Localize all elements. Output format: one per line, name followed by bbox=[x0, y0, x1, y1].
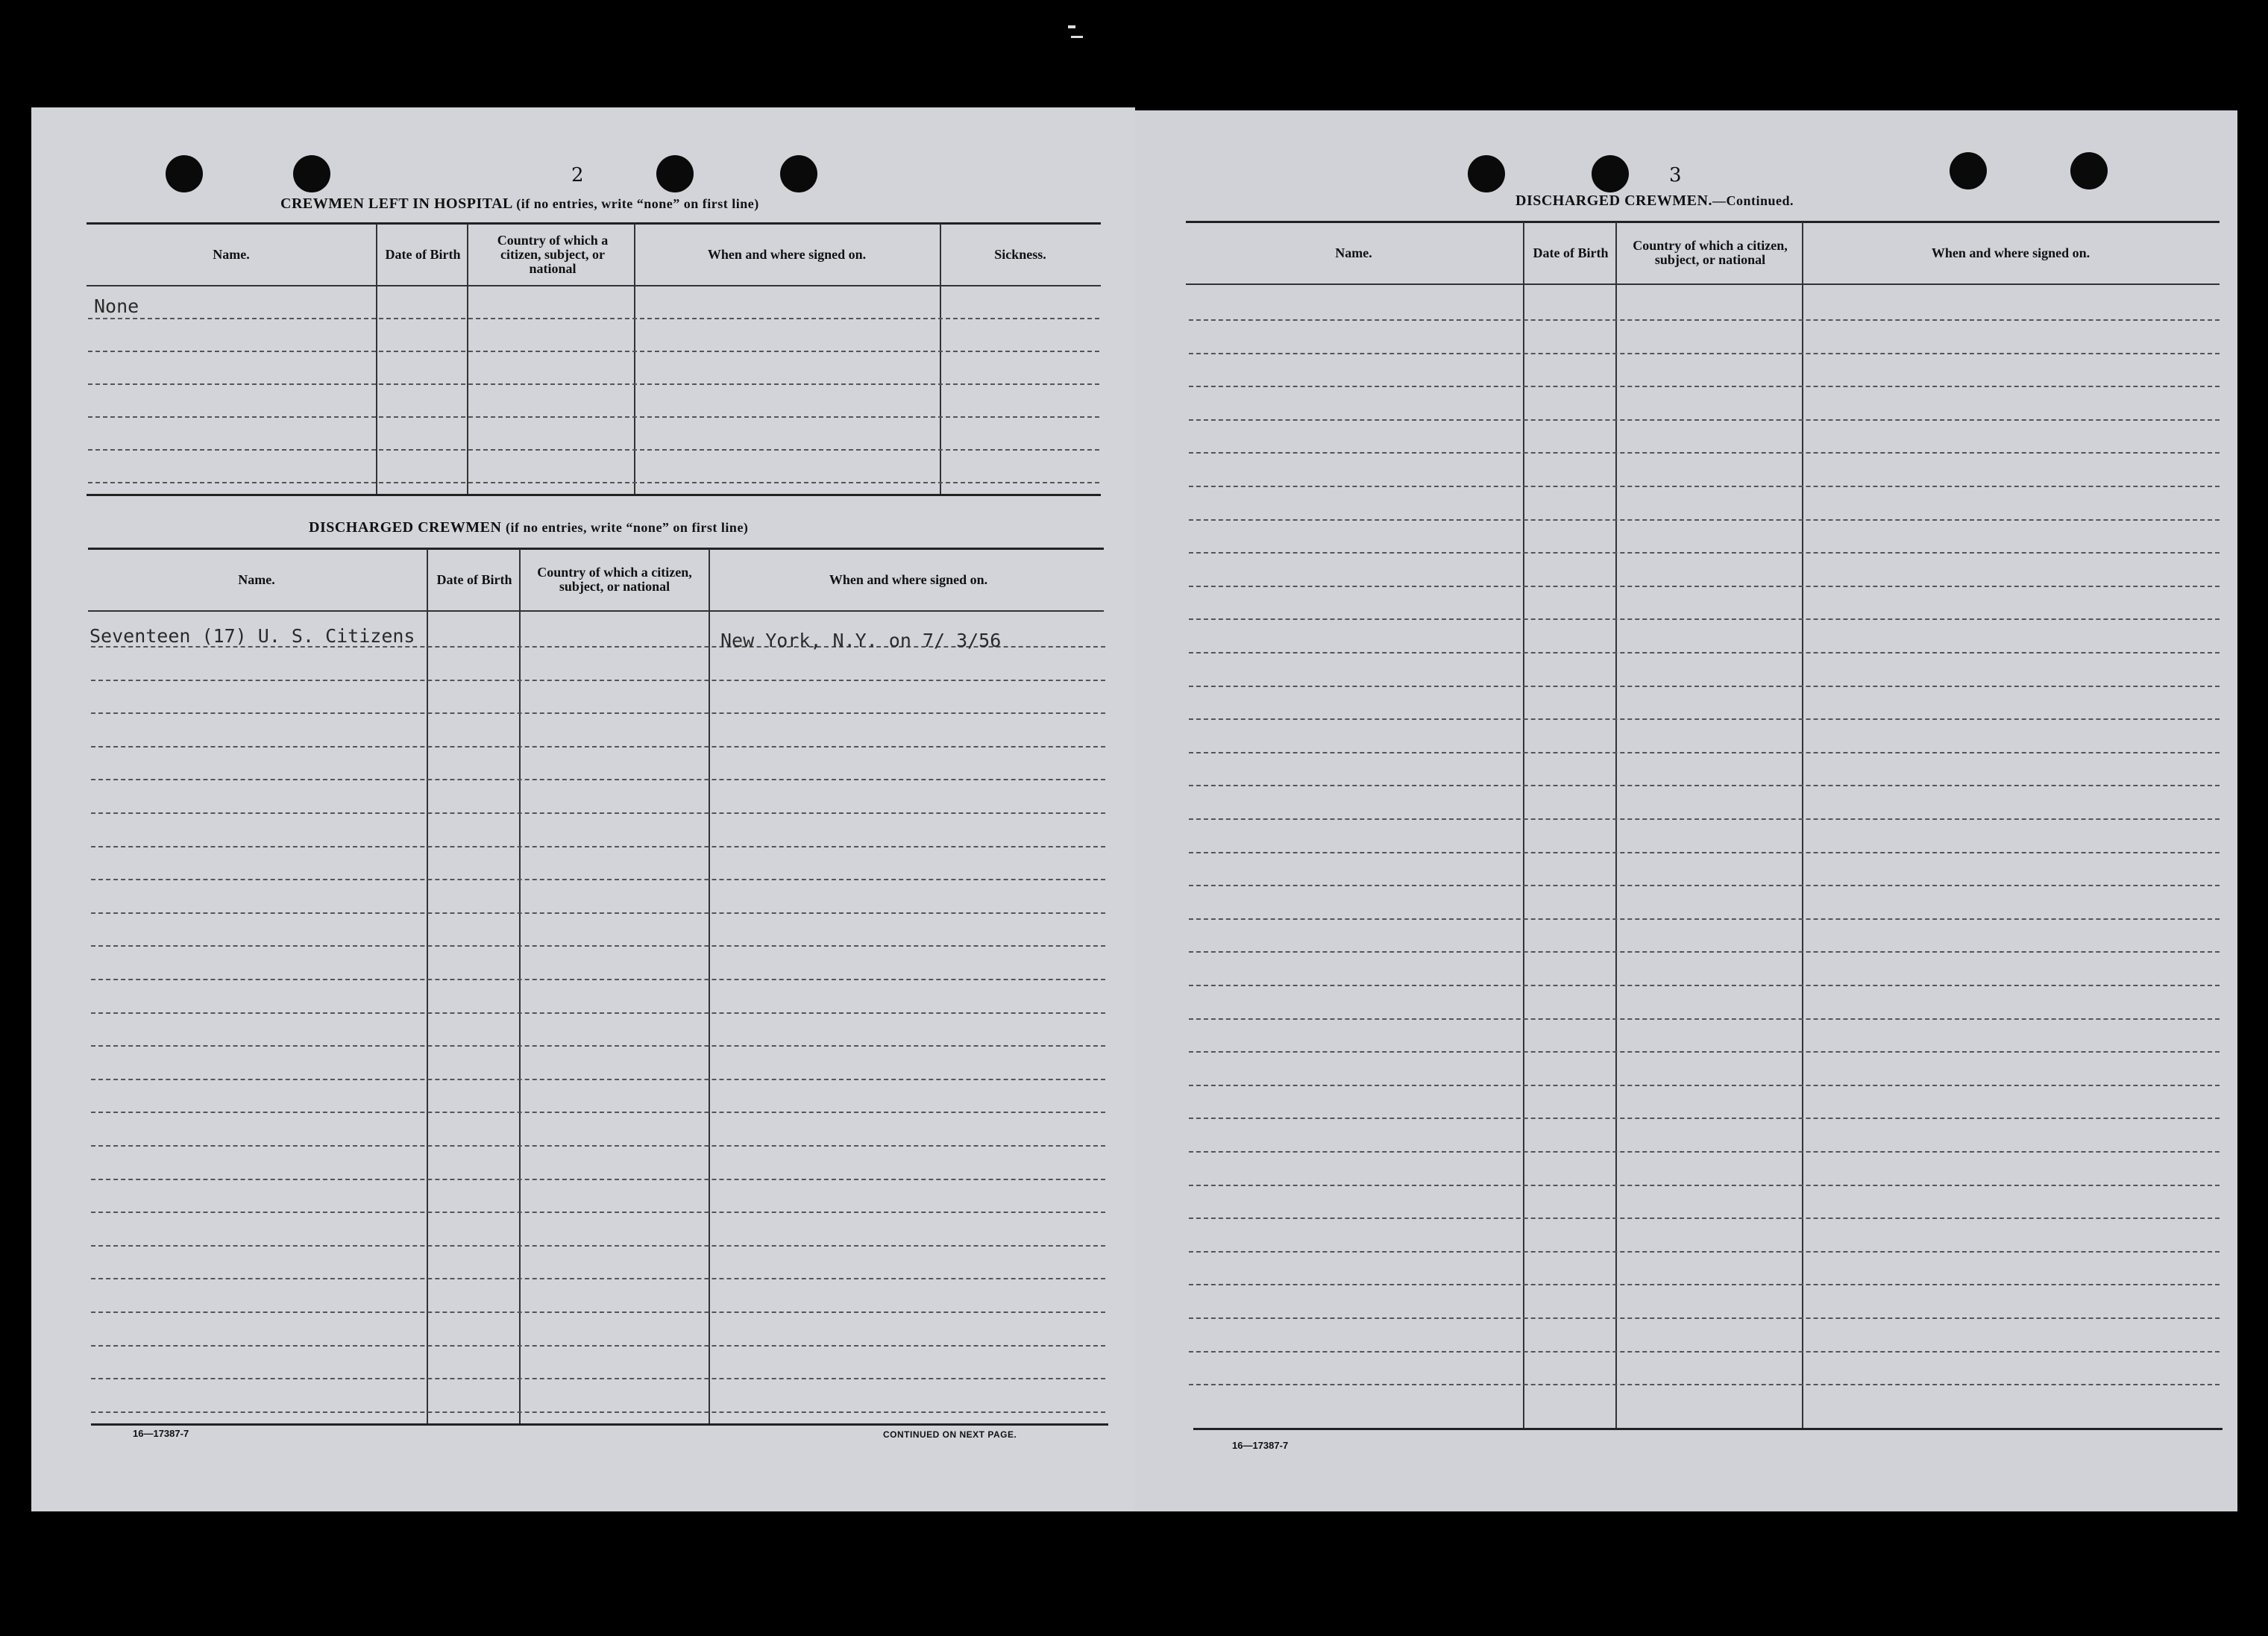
punch-hole bbox=[1592, 155, 1629, 192]
row-line bbox=[1189, 486, 2220, 487]
discharged-title-text: DISCHARGED CREWMEN bbox=[309, 519, 502, 536]
column-divider bbox=[940, 224, 941, 494]
row-line bbox=[91, 1012, 1105, 1014]
punch-hole bbox=[1950, 152, 1987, 189]
form-number: 16—17387-7 bbox=[133, 1428, 189, 1439]
punch-hole bbox=[293, 155, 330, 192]
row-line bbox=[88, 351, 1099, 352]
column-header-name: Name. bbox=[1335, 245, 1372, 260]
column-divider bbox=[634, 224, 635, 494]
column-header-signed-on: When and where signed on. bbox=[1931, 245, 2090, 260]
table-top-rule bbox=[1186, 221, 2220, 223]
discharged-entry-name: Seventeen (17) U. S. Citizens bbox=[89, 625, 415, 647]
column-header-signed-on: When and where signed on. bbox=[707, 246, 867, 262]
column-divider bbox=[1802, 222, 1803, 1428]
row-line bbox=[91, 1179, 1105, 1180]
header-rule bbox=[87, 285, 1101, 286]
row-line bbox=[1189, 452, 2220, 454]
row-line bbox=[1189, 386, 2220, 387]
row-line bbox=[1189, 918, 2220, 920]
row-line bbox=[91, 879, 1105, 880]
row-line bbox=[91, 680, 1105, 681]
row-line bbox=[1189, 652, 2220, 654]
header-rule bbox=[88, 610, 1104, 612]
row-line bbox=[91, 846, 1105, 847]
hospital-title-text: CREWMEN LEFT IN HOSPITAL bbox=[280, 195, 512, 212]
row-line bbox=[1189, 353, 2220, 354]
row-line bbox=[1189, 1384, 2220, 1385]
row-line bbox=[91, 1411, 1105, 1413]
right-title-text: DISCHARGED CREWMEN. bbox=[1515, 192, 1712, 209]
page-number: 2 bbox=[571, 164, 584, 187]
header-rule bbox=[1186, 283, 2220, 285]
row-line bbox=[1189, 586, 2220, 587]
row-line bbox=[1189, 319, 2220, 321]
row-line bbox=[88, 383, 1099, 385]
row-line bbox=[1189, 752, 2220, 753]
hospital-title-note: (if no entries, write “none” on first line) bbox=[516, 196, 759, 211]
row-line bbox=[1189, 1151, 2220, 1153]
continued-note: CONTINUED ON NEXT PAGE. bbox=[883, 1429, 1017, 1440]
row-line bbox=[91, 812, 1105, 814]
left-page bbox=[31, 107, 1135, 1511]
discharged-section-title bbox=[309, 519, 748, 536]
column-header-name: Name. bbox=[213, 246, 250, 262]
table-bottom-rule bbox=[87, 494, 1101, 496]
row-line bbox=[91, 1345, 1105, 1347]
column-header-date-of-birth: Date of Birth bbox=[436, 571, 512, 587]
row-line bbox=[91, 746, 1105, 748]
row-line bbox=[1189, 419, 2220, 421]
row-line bbox=[91, 1245, 1105, 1247]
row-line bbox=[1189, 885, 2220, 886]
row-line bbox=[1189, 785, 2220, 786]
column-divider bbox=[1615, 222, 1617, 1428]
row-line bbox=[88, 318, 1099, 319]
column-divider bbox=[376, 224, 377, 494]
punch-hole bbox=[2070, 152, 2108, 189]
column-header-country: Country of which a citizen, subject, or national bbox=[497, 232, 609, 276]
row-line bbox=[1189, 1018, 2220, 1020]
row-line bbox=[91, 779, 1105, 780]
right-page bbox=[1135, 110, 2237, 1511]
row-line bbox=[88, 482, 1099, 483]
right-title-suffix: —Continued. bbox=[1712, 193, 1794, 208]
row-line bbox=[91, 1145, 1105, 1147]
row-line bbox=[1189, 1085, 2220, 1086]
table-top-rule bbox=[88, 548, 1104, 550]
row-line bbox=[91, 1311, 1105, 1313]
hospital-section-title bbox=[280, 195, 759, 213]
row-line bbox=[91, 912, 1105, 914]
column-header-country: Country of which a citizen, subject, or national bbox=[537, 565, 692, 594]
row-line bbox=[91, 1378, 1105, 1379]
column-header-name: Name. bbox=[238, 571, 275, 587]
table-bottom-rule bbox=[91, 1423, 1108, 1426]
row-line bbox=[91, 1079, 1105, 1080]
row-line bbox=[88, 449, 1099, 451]
row-line bbox=[1189, 1051, 2220, 1053]
row-line bbox=[91, 945, 1105, 947]
row-line bbox=[1189, 1217, 2220, 1219]
column-header-country: Country of which a citizen, subject, or national bbox=[1633, 238, 1788, 267]
scan-speck bbox=[1071, 36, 1083, 38]
row-line bbox=[1189, 1317, 2220, 1319]
hospital-entry-name: None bbox=[94, 295, 139, 317]
row-line bbox=[91, 1045, 1105, 1047]
column-header-sickness: Sickness. bbox=[994, 246, 1046, 262]
column-divider bbox=[1523, 222, 1524, 1428]
punch-hole bbox=[1468, 155, 1505, 192]
row-line bbox=[1189, 1284, 2220, 1285]
punch-hole bbox=[780, 155, 817, 192]
row-line bbox=[1189, 852, 2220, 853]
row-line bbox=[1189, 1351, 2220, 1353]
row-line bbox=[1189, 1251, 2220, 1253]
row-line bbox=[91, 1212, 1105, 1213]
row-line bbox=[1189, 818, 2220, 820]
page-number: 3 bbox=[1669, 164, 1682, 187]
row-line bbox=[1189, 519, 2220, 521]
row-line bbox=[1189, 718, 2220, 720]
row-line bbox=[1189, 552, 2220, 554]
row-line bbox=[1189, 1118, 2220, 1119]
row-line bbox=[91, 979, 1105, 980]
row-line bbox=[91, 1278, 1105, 1279]
row-line bbox=[1189, 985, 2220, 986]
column-header-signed-on: When and where signed on. bbox=[829, 571, 988, 587]
row-line bbox=[1189, 618, 2220, 620]
scan-speck bbox=[1068, 25, 1075, 28]
row-line bbox=[1189, 951, 2220, 953]
discharged-entry-signed-on: New York, N.Y. on 7/ 3/56 bbox=[720, 630, 1002, 651]
table-bottom-rule bbox=[1193, 1428, 2223, 1430]
row-line bbox=[1189, 1185, 2220, 1186]
row-line bbox=[88, 416, 1099, 418]
column-header-date-of-birth: Date of Birth bbox=[385, 246, 461, 262]
column-header-date-of-birth: Date of Birth bbox=[1533, 245, 1609, 260]
punch-hole bbox=[166, 155, 203, 192]
punch-hole bbox=[656, 155, 694, 192]
discharged-title-note: (if no entries, write “none” on first line) bbox=[505, 520, 749, 535]
row-line bbox=[91, 1112, 1105, 1113]
form-number: 16—17387-7 bbox=[1232, 1440, 1289, 1451]
table-top-rule bbox=[87, 222, 1101, 225]
row-line bbox=[91, 712, 1105, 714]
row-line bbox=[1189, 686, 2220, 687]
right-section-title bbox=[1515, 192, 1794, 210]
column-divider bbox=[467, 224, 468, 494]
